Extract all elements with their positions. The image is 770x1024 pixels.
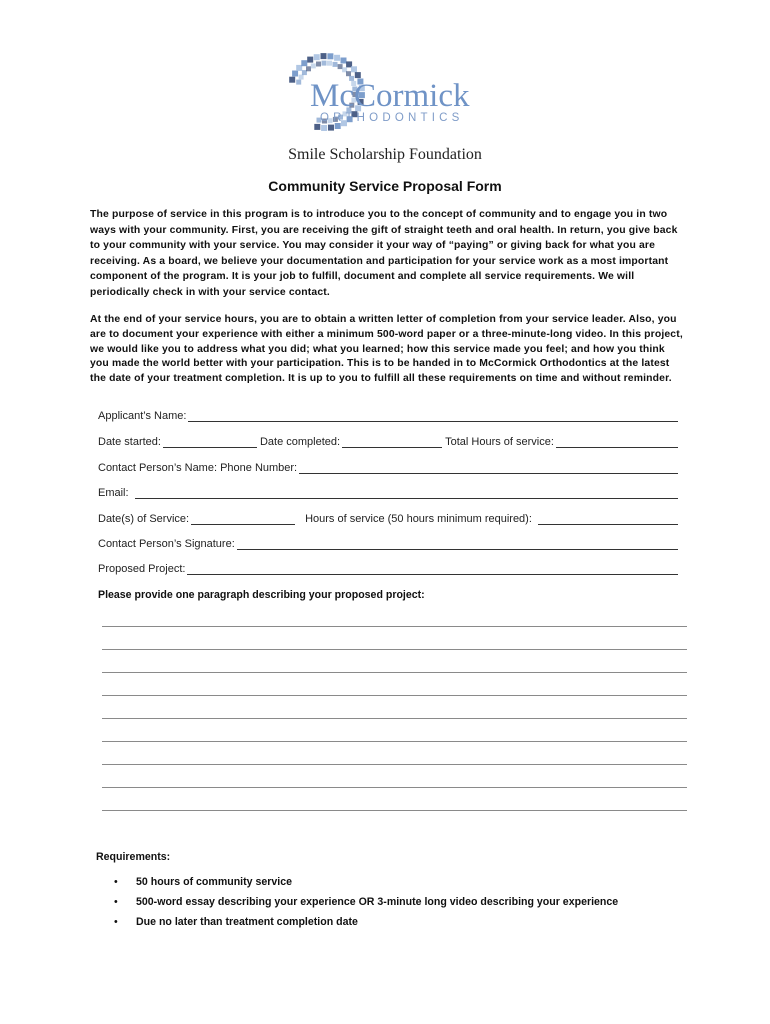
requirement-item	[114, 876, 292, 888]
logo-square	[311, 63, 316, 68]
writing-line[interactable]	[102, 741, 687, 742]
writing-line[interactable]	[102, 810, 687, 811]
requirement-item	[114, 896, 618, 908]
logo-emblem	[276, 44, 486, 140]
writing-line[interactable]	[102, 626, 687, 627]
logo-square	[296, 80, 301, 85]
total-hours-input[interactable]	[556, 437, 678, 448]
instructions-paragraph: At the end of your service hours, you are to obtain a written letter of completion from your service leader. Also, you are to document your experience with either a minimum 500-word paper or a three-minute-long video. In this project, we would like you to address what you did; what you learned; how this service made you feel; and how you think you made the world better with your participation. This is to be handed in to McCormick Orthodontics at the latest the date of your treatment completion. It is up to you to fulfill all these requirements on time and without reminder.	[90, 314, 683, 385]
contact-name-phone-input[interactable]	[299, 463, 678, 474]
logo-square	[333, 62, 338, 67]
contact-signature-label: Contact Person’s Signature:	[98, 538, 235, 550]
logo-wordmark: McCormick	[310, 78, 470, 114]
logo-square	[306, 66, 311, 71]
applicant-name-field	[98, 410, 678, 423]
foundation-name: Smile Scholarship Foundation	[288, 146, 482, 163]
logo-square	[314, 124, 320, 130]
requirement-text: Due no later than treatment completion date	[136, 916, 358, 928]
contact-name-phone-label: Contact Person’s Name: Phone Number:	[98, 462, 298, 474]
logo-square	[346, 71, 351, 76]
bullet-icon: •	[114, 896, 118, 908]
logo-square	[341, 58, 347, 64]
service-dates-hours-field	[98, 513, 678, 526]
date-completed-label: Date completed:	[259, 436, 341, 448]
requirement-text: 500-word essay describing your experience OR 3-minute long video describing your experience	[136, 896, 619, 908]
date-started-label: Date started:	[98, 436, 161, 448]
intro-paragraph: The purpose of service in this program is to introduce you to the concept of community and to engage you in two ways with your community. First, you are receiving the gift of straight teeth and oral health. In return, you give back to your community with your service. You may consider it your way of “paying” or giving back for what you are receiving. As a board, we believe your documentation and participation for your service work as a most important component of the program. It is your job to fulfill, document and complete all service requirements. We will periodically check in with your service contact.	[90, 209, 678, 298]
writing-line[interactable]	[102, 787, 687, 788]
requirements-heading: Requirements:	[96, 851, 171, 863]
writing-line[interactable]	[102, 764, 687, 765]
project-description-prompt: Please provide one paragraph describing your proposed project:	[98, 589, 425, 601]
requirement-text: 50 hours of community service	[136, 876, 293, 888]
contact-name-phone-field	[98, 462, 678, 475]
mccormick-orthodontics-logo	[276, 44, 486, 140]
logo-square	[316, 62, 321, 67]
applicant-name-input[interactable]	[188, 411, 678, 422]
proposed-project-field	[98, 563, 678, 576]
logo-square	[299, 75, 304, 80]
applicant-name-label: Applicant’s Name:	[98, 410, 187, 422]
logo-square	[351, 66, 357, 72]
bullet-icon: •	[114, 916, 118, 928]
dates-of-service-input[interactable]	[191, 514, 295, 525]
hours-of-service-label: Hours of service (50 hours minimum required):	[305, 513, 532, 525]
hours-of-service-input[interactable]	[538, 514, 678, 525]
logo-square	[321, 125, 327, 131]
writing-line[interactable]	[102, 649, 687, 650]
logo-square	[338, 64, 343, 69]
proposed-project-label: Proposed Project:	[98, 563, 186, 575]
date-completed-input[interactable]	[342, 437, 442, 448]
logo-square	[321, 53, 327, 59]
logo-square	[289, 77, 295, 83]
writing-line[interactable]	[102, 695, 687, 696]
logo-square	[292, 71, 298, 77]
writing-line[interactable]	[102, 672, 687, 673]
email-field	[98, 487, 678, 500]
contact-signature-input[interactable]	[237, 539, 678, 550]
dates-of-service-label: Date(s) of Service:	[98, 513, 190, 525]
logo-subwordmark: ORTHODONTICS	[320, 112, 464, 124]
writing-line[interactable]	[102, 718, 687, 719]
total-hours-label: Total Hours of service:	[445, 436, 554, 448]
logo-square	[322, 61, 327, 66]
contact-signature-field	[98, 538, 678, 551]
logo-square	[314, 54, 320, 60]
email-input[interactable]	[135, 488, 678, 499]
date-started-input[interactable]	[163, 437, 257, 448]
logo-square	[334, 55, 340, 61]
proposed-project-input[interactable]	[187, 564, 678, 575]
logo-square	[301, 60, 307, 66]
dates-hours-field	[98, 436, 678, 449]
requirement-item	[114, 916, 358, 928]
logo-square	[327, 61, 332, 66]
email-label: Email:	[98, 487, 129, 499]
logo-square	[307, 57, 313, 63]
bullet-icon: •	[114, 876, 118, 888]
form-title: Community Service Proposal Form	[268, 178, 502, 194]
logo-square	[327, 53, 333, 59]
logo-square	[328, 125, 334, 131]
